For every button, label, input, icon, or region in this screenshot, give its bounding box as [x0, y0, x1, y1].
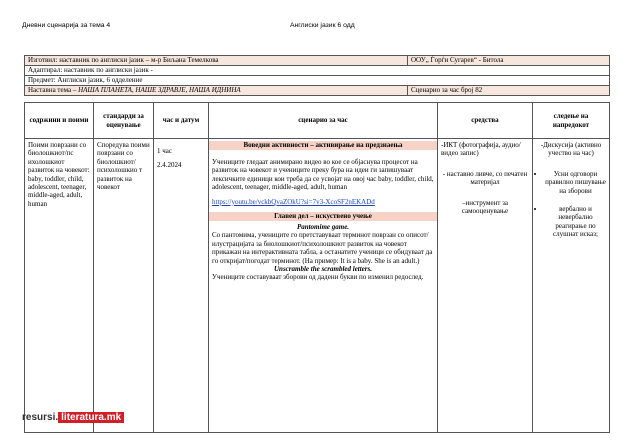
- means-ict: -ИКТ (фотографија, аудио/видео запис): [441, 141, 521, 158]
- col-header-content: содржини и поими: [25, 103, 94, 139]
- progress-cell: [533, 139, 610, 433]
- intro-text: Учениците гледаат анимирано видео во кое се објаснува процесот на развиток на човекот и учениците преку бура на идеи ги запишуваат лексичките единици кои треба да се усвојат на овој час baby, toddler, child, adolescent, teenager, middle-aged, adult, human: [212, 158, 434, 192]
- col-header-standards: стандарди за оценување: [94, 103, 154, 139]
- means-cell: [438, 139, 533, 433]
- document-header-left: Дневни сценарија за тема 4: [22, 22, 111, 29]
- lesson-date: 2.4.2024: [157, 161, 182, 170]
- means-worksheet: - наставно ливче, со печатен материјал: [442, 169, 528, 187]
- document-header-center: Англиски јазик 6 одд: [290, 22, 355, 29]
- intro-section-title: Воведни активности – активирање на предзнаења: [209, 141, 437, 150]
- lesson-hour: 1 час: [157, 147, 172, 155]
- logo-text-b: literatura.mk: [58, 412, 124, 423]
- standards-cell: Споредува поими поврзани со биолошкиот/ психолошкио т развиток на човекот: [94, 139, 154, 433]
- author-cell: Изготвил: наставник по англиски јазик – м-р Биљана Темелкова: [25, 56, 408, 66]
- progress-item-oral: • Усни одговори правилно пишување на зборови: [545, 170, 606, 195]
- topic-cell: [25, 86, 408, 96]
- col-header-hour-date: час и датум: [154, 103, 209, 139]
- scenario-cell: [209, 139, 438, 433]
- school-cell: ООУ„ Ѓорѓи Сугарев“ - Битола: [408, 56, 610, 66]
- pantomime-game-text: Со пантомима, учениците го претставуваат терминот поврзан со описот/илустрацијата за биолошкиот/психолошкиот развиток на човекот прикажан на интерактивната табла, а останатите ученици се обидуваат да го откријат/погодат терминот. (На пример: It is a baby. She is an adult.): [212, 231, 433, 265]
- lesson-table: [24, 102, 610, 433]
- logo-text-a: resursi.: [22, 412, 59, 423]
- resursi-logo: [22, 412, 124, 423]
- progress-list: [536, 170, 606, 239]
- content-cell: Поими поврзани со биолошкиот/пс ихолошкиот развиток на човекот: baby, toddler, child, adolescent, teenager, middle-aged, adult, human: [25, 139, 94, 433]
- topic-prefix: Наставна тема –: [28, 86, 79, 94]
- topic-title: НАША ПЛАНЕТА, НАШЕ ЗДРАВЈЕ, НАША ИДНИНА: [78, 86, 241, 94]
- subject-cell: Предмет: Англиски јазик, 6 одделение: [25, 76, 610, 86]
- scenario-number-cell: Сценарио за час број 82: [408, 86, 610, 96]
- means-self-assessment: –инструмент за самооценување: [461, 198, 509, 216]
- main-section-title: Главен дел – искуствено учење: [209, 212, 437, 221]
- info-table: [24, 55, 610, 96]
- pantomime-game-title: Pantomime game.: [296, 223, 350, 232]
- hour-date-cell: [154, 139, 209, 433]
- progress-discussion: -Дискусија (активно учество на час): [540, 141, 602, 158]
- adapted-cell: Адаптирал: наставник по англиски јазик -: [25, 66, 610, 76]
- progress-item-verbal: • вербално и невербално реагирање по слушнат исказ;: [545, 205, 606, 239]
- unscramble-text: Учениците составуваат зборови од дадени букви по изменил редослед.: [212, 273, 424, 282]
- col-header-means: средства: [438, 103, 533, 139]
- col-header-scenario: сценарио за час: [209, 103, 438, 139]
- col-header-progress: следење на напредокот: [533, 103, 610, 139]
- video-link[interactable]: https://youtu.be/vckbQvaZOkU?si=7v3-XcoSF2nEKADd: [212, 197, 375, 206]
- unscramble-title: Unscramble the scrambled letters.: [274, 265, 372, 274]
